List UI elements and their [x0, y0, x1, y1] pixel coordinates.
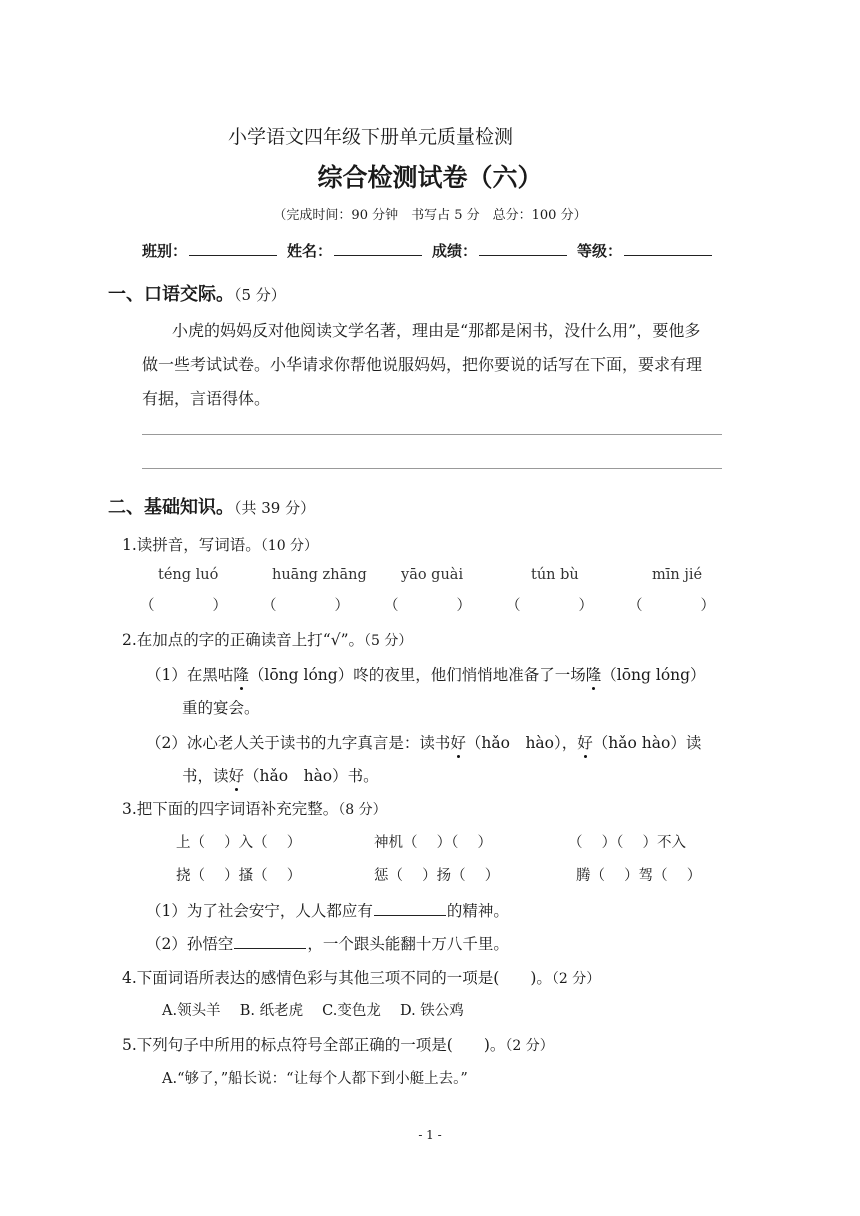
pinyin-item: téng luó — [158, 567, 219, 583]
question-5: 5.下列句子中所用的标点符号全部正确的一项是( )。（2 分） — [122, 1036, 554, 1054]
question-4-options[interactable]: A.领头羊 B. 纸老虎 C.变色龙 D. 铁公鸡 — [162, 1003, 464, 1019]
answer-line[interactable] — [142, 434, 722, 435]
section-1-para-line: 做一些考试试卷。小华请求你帮他说服妈妈，把你要说的话写在下面，要求有理 — [142, 355, 703, 374]
answer-line[interactable] — [142, 468, 722, 469]
exam-subtitle: 小学语文四年级下册单元质量检测 — [228, 126, 514, 148]
exam-meta: （完成时间：90 分钟 书写占 5 分 总分：100 分） — [273, 208, 587, 223]
question-2-item-1-cont: 重的宴会。 — [182, 699, 260, 717]
fill-blank[interactable] — [374, 901, 446, 916]
answer-blank[interactable]: （ ） — [384, 598, 471, 614]
question-2-item-2: （2）冰心老人关于读书的九字真言是：读书好（hǎo hào），好（hǎo hào）读 — [146, 731, 701, 753]
section-1-heading: 一、口语交际。（5 分） — [108, 284, 286, 305]
answer-blank[interactable]: （ ） — [262, 598, 349, 614]
dotted-char: 好 — [229, 764, 245, 786]
dotted-char: 隆 — [586, 663, 602, 685]
section-1-para-line: 有据，言语得体。 — [142, 389, 271, 408]
dotted-char: 好 — [450, 731, 466, 753]
fill-blank[interactable] — [234, 934, 306, 949]
name-field[interactable] — [334, 240, 422, 256]
pinyin-item: mīn jié — [652, 567, 703, 583]
score-label: 成绩： — [432, 242, 478, 260]
class-label: 班别： — [142, 242, 188, 260]
answer-blank[interactable]: （ ） — [506, 598, 593, 614]
grade-field[interactable] — [624, 240, 712, 256]
question-4: 4.下面词语所表达的感情色彩与其他三项不同的一项是( )。（2 分） — [122, 969, 601, 987]
idiom-item[interactable]: 神机（ ）（ ） — [374, 835, 492, 851]
question-2-item-1: （1）在黑咕隆（lōng lóng）咚的夜里，他们悄悄地准备了一场隆（lōng lóng） — [146, 663, 706, 685]
idiom-item[interactable]: 惩（ ）扬（ ） — [374, 868, 500, 884]
idiom-item[interactable]: 上（ ）入（ ） — [176, 835, 302, 851]
name-label: 姓名： — [287, 242, 333, 260]
class-field[interactable] — [189, 240, 277, 256]
answer-blank[interactable]: （ ） — [140, 598, 227, 614]
question-2-item-2-cont: 书，读好（hǎo hào）书。 — [182, 764, 379, 786]
question-2: 2.在加点的字的正确读音上打“√”。（5 分） — [122, 631, 413, 649]
question-3-item-2: （2）孙悟空 ，一个跟头能翻十万八千里。 — [146, 935, 509, 953]
question-1: 1.读拼音，写词语。（10 分） — [122, 536, 319, 554]
answer-blank[interactable]: （ ） — [628, 598, 715, 614]
pinyin-item: yāo guài — [401, 567, 464, 583]
question-3: 3.把下面的四字词语补充完整。（8 分） — [122, 800, 387, 818]
question-3-item-1: （1）为了社会安宁，人人都应有 的精神。 — [146, 902, 509, 920]
page-number: - 1 - — [418, 1128, 442, 1142]
dotted-char: 隆 — [233, 663, 249, 685]
section-2-heading: 二、基础知识。（共 39 分） — [108, 497, 316, 518]
idiom-item[interactable]: 腾（ ）驾（ ） — [576, 868, 702, 884]
dotted-char: 好 — [577, 731, 593, 753]
grade-label: 等级： — [577, 242, 623, 260]
section-1-para-line: 小虎的妈妈反对他阅读文学名著，理由是“那都是闲书，没什么用”，要他多 — [172, 321, 701, 340]
student-info-row — [142, 240, 722, 261]
pinyin-item: huāng zhāng — [272, 567, 367, 583]
score-field[interactable] — [479, 240, 567, 256]
question-5-option-a[interactable]: A.“够了，”船长说：“让每个人都下到小艇上去。” — [162, 1071, 468, 1087]
pinyin-item: tún bù — [531, 567, 579, 583]
idiom-item[interactable]: 挠（ ）搔（ ） — [176, 868, 302, 884]
idiom-item[interactable]: （ ）（ ）不入 — [568, 835, 686, 851]
exam-title: 综合检测试卷（六） — [317, 163, 543, 192]
